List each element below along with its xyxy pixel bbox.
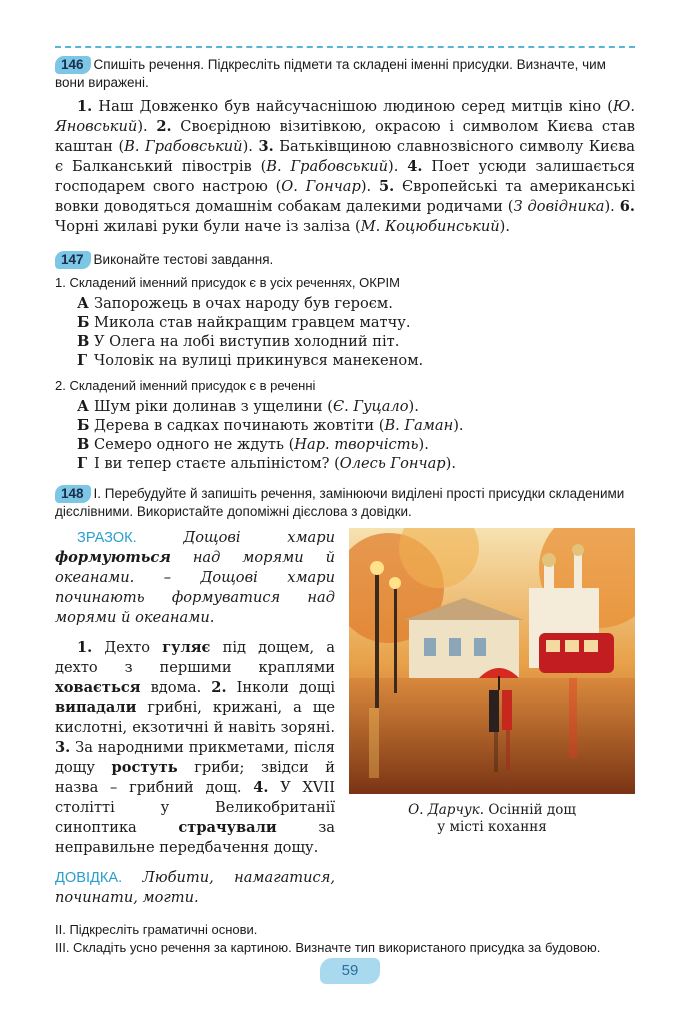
task-148-right-column bbox=[349, 528, 635, 908]
q2-option-c: В Семеро одного не ждуть (Нар. творчість). bbox=[77, 436, 429, 453]
task-146-badge: 146 bbox=[55, 56, 91, 74]
painting-caption: О. Дарчук. Осінній дощ у місті кохання bbox=[408, 802, 576, 835]
sample-block: ЗРАЗОК. Дощові хмари формуються над морями й океанами. – Дощові хмари починають формуватися над морями й океанами. bbox=[55, 529, 335, 626]
task-148-left-column bbox=[55, 528, 335, 908]
task-148-header bbox=[55, 485, 635, 520]
autumn-rain-painting bbox=[349, 528, 635, 794]
test-question-1: 1. Складений іменний присудок є в усіх реченнях, ОКРІМ bbox=[55, 275, 400, 290]
q1-option-b: Б Микола став найкращим гравцем матчу. bbox=[77, 314, 411, 331]
q1-option-a: А Запорожець в очах народу був героєм. bbox=[77, 295, 393, 312]
q2-option-a: А Шум ріки долинав з ущелини (Є. Гуцало). bbox=[77, 398, 419, 415]
task-148-body bbox=[55, 528, 635, 908]
task-148-part-3: III. Складіть усно речення за картиною. Визначте тип використаного присудка за будовою. bbox=[55, 940, 601, 955]
task-148-badge: 148 bbox=[55, 485, 91, 503]
q1-option-d: Г Чоловік на вулиці прикинувся манекеном. bbox=[77, 352, 424, 369]
task-147-instruction: Виконайте тестові завдання. bbox=[93, 252, 274, 267]
task-147-header bbox=[55, 251, 635, 269]
test-question-2: 2. Складений іменний присудок є в реченні bbox=[55, 378, 316, 393]
page-number: 59 bbox=[320, 958, 380, 984]
q2-option-b: Б Дерева в садках починають жовтіти (В. Гаман). bbox=[77, 417, 464, 434]
reference-label: ДОВІДКА. bbox=[55, 870, 123, 886]
sample-label: ЗРАЗОК. bbox=[77, 530, 137, 546]
task-146-instruction: Спишіть речення. Підкресліть підмети та складені іменні присудки. Визначте, чим вони виражені. bbox=[55, 57, 606, 90]
task-148-part-2: II. Підкресліть граматичні основи. bbox=[55, 922, 258, 937]
task-148-instruction: I. Перебудуйте й запишіть речення, замінюючи виділені прості присудки складеними дієслівними. Використайте допоміжні дієслова з довідки. bbox=[55, 486, 625, 519]
exercise-sentences: 1. Дехто гуляє під дощем, а дехто з першими краплями ховається вдома. 2. Інколи дощі випадали грибні, крижані, а ще кислотні, екзотичні й навіть зоряні. 3. За народними прикметами, після дощу ростуть гриби; звідси й назва – грибний дощ. 4. У XVII столітті у Великобританії синоптика страчували за неправильне передбачення дощу. bbox=[55, 639, 336, 856]
q2-option-d: Г І ви тепер стаєте альпіністом? (Олесь Гончар). bbox=[77, 455, 456, 472]
q1-option-c: В У Олега на лобі виступив холодний піт. bbox=[77, 333, 400, 350]
task-146-text: 1. Наш Довженко був найсучаснішою людиною серед митців кіно (Ю. Яновський). 2. Своєрідною візитівкою, окрасою і символом Києва став каштан (В. Грабовський). 3. Батьківщиною славнозвісного символу Києва є Балканський півострів (В. Грабовський). 4. Поет усюди залишається господарем свого настрою (О. Гончар). 5. Європейські та американські вовки доводяться домашнім собакам далекими родичами (З довідника). 6. Чорні жилаві руки були наче із заліза (М. Коцюбинський). bbox=[55, 98, 636, 235]
page-content bbox=[55, 56, 635, 956]
task-146-header bbox=[55, 56, 635, 91]
reference-block: ДОВІДКА. Любити, намагатися, починати, могти. bbox=[55, 869, 335, 906]
task-147-badge: 147 bbox=[55, 251, 91, 269]
top-dashed-rule bbox=[55, 46, 635, 48]
